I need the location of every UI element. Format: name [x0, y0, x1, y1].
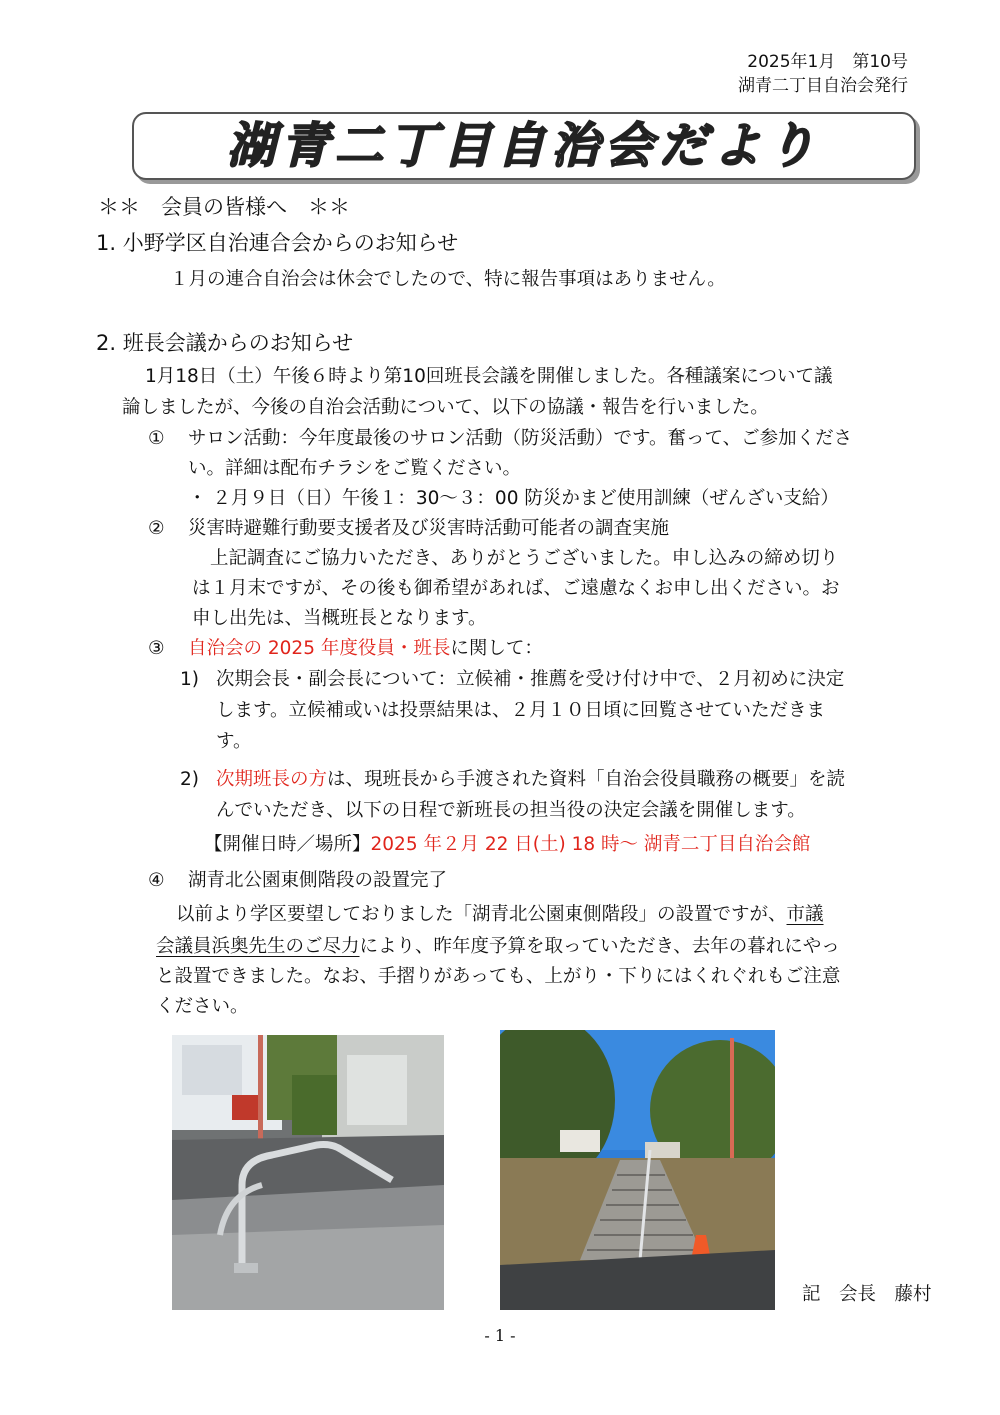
section1-body: １月の連合自治会は休会でしたので、特に報告事項はありません。	[170, 269, 726, 290]
item4-line4: と設置できました。なお、手摺りがあっても、上がり・下りにはくれぐれもご注意	[156, 966, 841, 987]
stairs-photo-1-image	[172, 1035, 444, 1310]
item4-line5: ください。	[156, 996, 249, 1017]
signature: 記 会長 藤村	[802, 1284, 932, 1305]
publisher-label: 湖青二丁目自治会発行	[738, 76, 908, 96]
sub1-line3: す。	[216, 731, 252, 752]
item4-line1: 湖青北公園東側階段の設置完了	[188, 870, 448, 891]
item1-line3: ・ ２月９日（日）午後１：30～３：00 防災かまど使用訓練（ぜんざい支給）	[188, 488, 839, 509]
item2-number: ②	[148, 518, 165, 539]
meeting-value: 2025 年２月 22 日(土) 18 時～ 湖青二丁目自治会館	[370, 834, 811, 855]
item1-line1: サロン活動：今年度最後のサロン活動（防災活動）です。奮って、ご参加くださ	[188, 428, 853, 449]
item4-line2	[176, 900, 824, 930]
sub2-line1-rest: は、現班長から手渡された資料「自治会役員職務の概要」を読	[327, 769, 846, 790]
sub2-line2: んでいただき、以下の日程で新班長の担当役の決定会議を開催します。	[216, 800, 806, 821]
sub2-line1	[216, 765, 845, 795]
item3-number: ③	[148, 638, 165, 659]
item3-heading-rest: に関して：	[450, 638, 543, 659]
sub2-number: 2)	[180, 769, 199, 790]
sub1-line1: 次期会長・副会長について：立候補・推薦を受け付け中で、２月初めに決定	[216, 669, 845, 690]
sub2-highlight: 次期班長の方	[216, 769, 328, 790]
stairs-photo-1	[172, 1035, 444, 1310]
issue-label: 2025年1月 第10号	[747, 52, 908, 72]
item2-line3: は１月末ですが、その後も御希望があれば、ご遠慮なくお申し出ください。お	[192, 578, 840, 599]
item4-line2-text: 以前より学区要望しておりました「湖青北公園東側階段」の設置ですが、	[176, 904, 787, 925]
sub1-number: 1)	[180, 669, 199, 690]
item4-line3	[156, 932, 840, 962]
item2-line2: 上記調査にご協力いただき、ありがとうございました。申し込みの締め切り	[210, 548, 839, 569]
section1-heading: 1. 小野学区自治連合会からのお知らせ	[96, 231, 459, 255]
item4-number: ④	[148, 870, 165, 891]
sub1-line2: します。立候補或いは投票結果は、２月１０日頃に回覧させていただきま	[216, 700, 826, 721]
section2-intro-line1: 1月18日（土）午後６時より第10回班長会議を開催しました。各種議案について議	[145, 366, 833, 387]
newsletter-title: 湖青二丁目自治会だより	[226, 118, 821, 174]
page-number: - 1 -	[484, 1326, 516, 1345]
item2-line4: 申し出先は、当概班長となります。	[192, 608, 487, 629]
meeting-info	[204, 830, 810, 860]
item2-line1: 災害時避難行動要支援者及び災害時活動可能者の調査実施	[188, 518, 670, 539]
item1-number: ①	[148, 428, 165, 449]
item1-line2: い。詳細は配布チラシをご覧ください。	[188, 458, 522, 479]
item4-line3-text: により、昨年度予算を取っていただき、去年の暮れにやっ	[359, 936, 840, 957]
stairs-photo-2-image	[500, 1030, 775, 1310]
item3-heading-highlight: 自治会の 2025 年度役員・班長	[188, 638, 451, 659]
meeting-label: 【開催日時／場所】	[204, 834, 371, 855]
section2-heading: 2. 班長会議からのお知らせ	[96, 331, 354, 355]
item4-line3-underlined: 会議員浜奥先生のご尽力	[156, 936, 360, 957]
newsletter-title-box	[132, 112, 916, 180]
stairs-photo-2	[500, 1030, 775, 1310]
section2-intro-line2: 論しましたが、今後の自治会活動について、以下の協議・報告を行いました。	[122, 397, 769, 418]
greeting: ＊＊ 会員の皆様へ ＊＊	[98, 195, 350, 219]
item4-line2-underlined: 市議	[786, 904, 824, 925]
item3-heading	[188, 634, 543, 664]
